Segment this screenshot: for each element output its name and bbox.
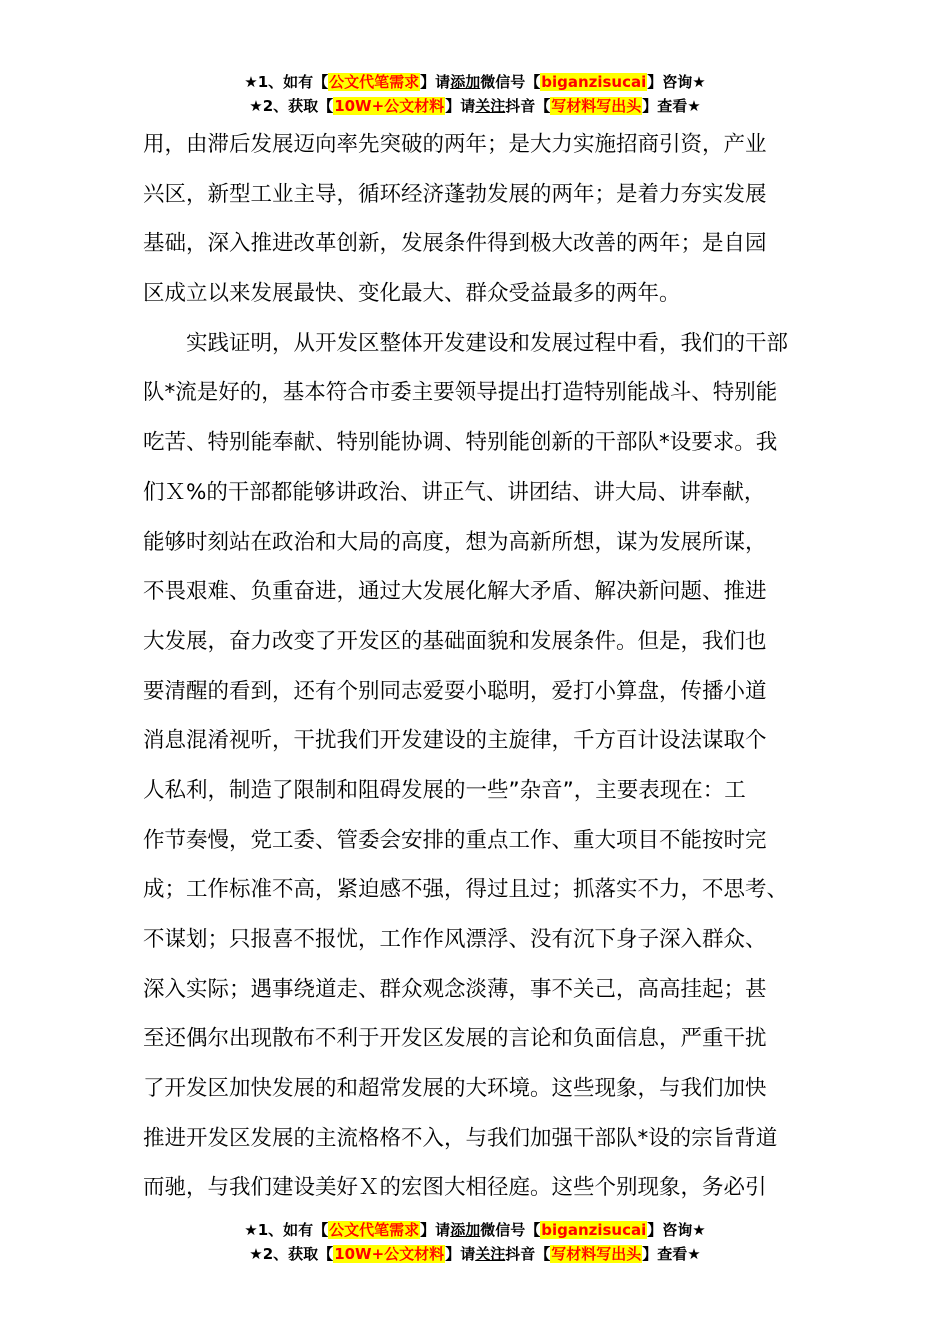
body-line: 不畏艰难、负重奋进，通过大发展化解大矛盾、解决新问题、推进 xyxy=(143,579,767,605)
footer-banner xyxy=(0,1218,950,1266)
body-line: 消息混淆视听，干扰我们开发建设的主旋律，千方百计设法谋取个 xyxy=(143,728,767,754)
highlight-wechat-id: biganzisucai xyxy=(541,1221,647,1239)
body-line: 人私利，制造了限制和阻碍发展的一些”杂音”，主要表现在：工 xyxy=(143,777,746,803)
body-line: 区成立以来发展最快、变化最大、群众受益最多的两年。 xyxy=(143,281,681,307)
body-line: 吃苦、特别能奉献、特别能协调、特别能创新的干部队*设要求。我 xyxy=(143,430,778,456)
highlight-materials: 10W+公文材料 xyxy=(334,1245,445,1263)
highlight-douyin: 写材料写出头 xyxy=(551,1245,642,1263)
body-line: 大发展，奋力改变了开发区的基础面貌和发展条件。但是，我们也 xyxy=(143,628,767,654)
body-line: 不谋划；只报喜不报忧，工作作风漂浮、没有沉下身子深入群众、 xyxy=(143,927,767,952)
body-line: 兴区，新型工业主导，循环经济蓬勃发展的两年；是着力夯实发展 xyxy=(143,181,767,207)
header-banner xyxy=(0,70,950,118)
banner-line-1: ★1、如有【公文代笔需求】请添加微信号【biganzisucai】咨询★ xyxy=(244,73,706,91)
banner-line-1: ★1、如有【公文代笔需求】请添加微信号【biganzisucai】咨询★ xyxy=(244,1221,706,1239)
body-line: 了开发区加快发展的和超常发展的大环境。这些现象，与我们加快 xyxy=(143,1076,767,1102)
banner-line-2: ★2、获取【10W+公文材料】请关注抖音【写材料写出头】查看★ xyxy=(249,97,701,115)
highlight-wechat-id: biganzisucai xyxy=(541,73,647,91)
highlight-service: 公文代笔需求 xyxy=(329,1221,420,1239)
body-line: 要清醒的看到，还有个别同志爱耍小聪明，爱打小算盘，传播小道 xyxy=(143,678,767,704)
body-line: 基础，深入推进改革创新，发展条件得到极大改善的两年；是自园 xyxy=(143,231,767,257)
body-line: 实践证明，从开发区整体开发建设和发展过程中看，我们的干部 xyxy=(143,330,789,356)
banner-line-2: ★2、获取【10W+公文材料】请关注抖音【写材料写出头】查看★ xyxy=(249,1245,701,1263)
body-line: 们Ｘ%的干部都能够讲政治、讲正气、讲团结、讲大局、讲奉献， xyxy=(143,479,766,505)
body-line: 队*流是好的，基本符合市委主要领导提出打造特别能战斗、特别能 xyxy=(143,380,778,406)
body-line: 深入实际；遇事绕道走、群众观念淡薄，事不关己，高高挂起；甚 xyxy=(143,976,767,1002)
body-line: 能够时刻站在政治和大局的高度，想为高新所想，谋为发展所谋， xyxy=(143,529,767,555)
body-line: 用，由滞后发展迈向率先突破的两年；是大力实施招商引资，产业 xyxy=(143,132,767,157)
body-line: 作节奏慢，党工委、管委会安排的重点工作、重大项目不能按时完 xyxy=(143,827,767,853)
body-line: 而驰，与我们建设美好Ｘ的宏图大相径庭。这些个别现象，务必引 xyxy=(143,1175,767,1201)
highlight-service: 公文代笔需求 xyxy=(329,73,420,91)
document-body xyxy=(143,120,823,1213)
highlight-douyin: 写材料写出头 xyxy=(551,97,642,115)
body-line: 推进开发区发展的主流格格不入，与我们加强干部队*设的宗旨背道 xyxy=(143,1125,778,1151)
body-line: 至还偶尔出现散布不利于开发区发展的言论和负面信息，严重干扰 xyxy=(143,1026,767,1052)
body-line: 成；工作标准不高，紧迫感不强，得过且过；抓落实不力，不思考、 xyxy=(143,877,789,903)
highlight-materials: 10W+公文材料 xyxy=(334,97,445,115)
